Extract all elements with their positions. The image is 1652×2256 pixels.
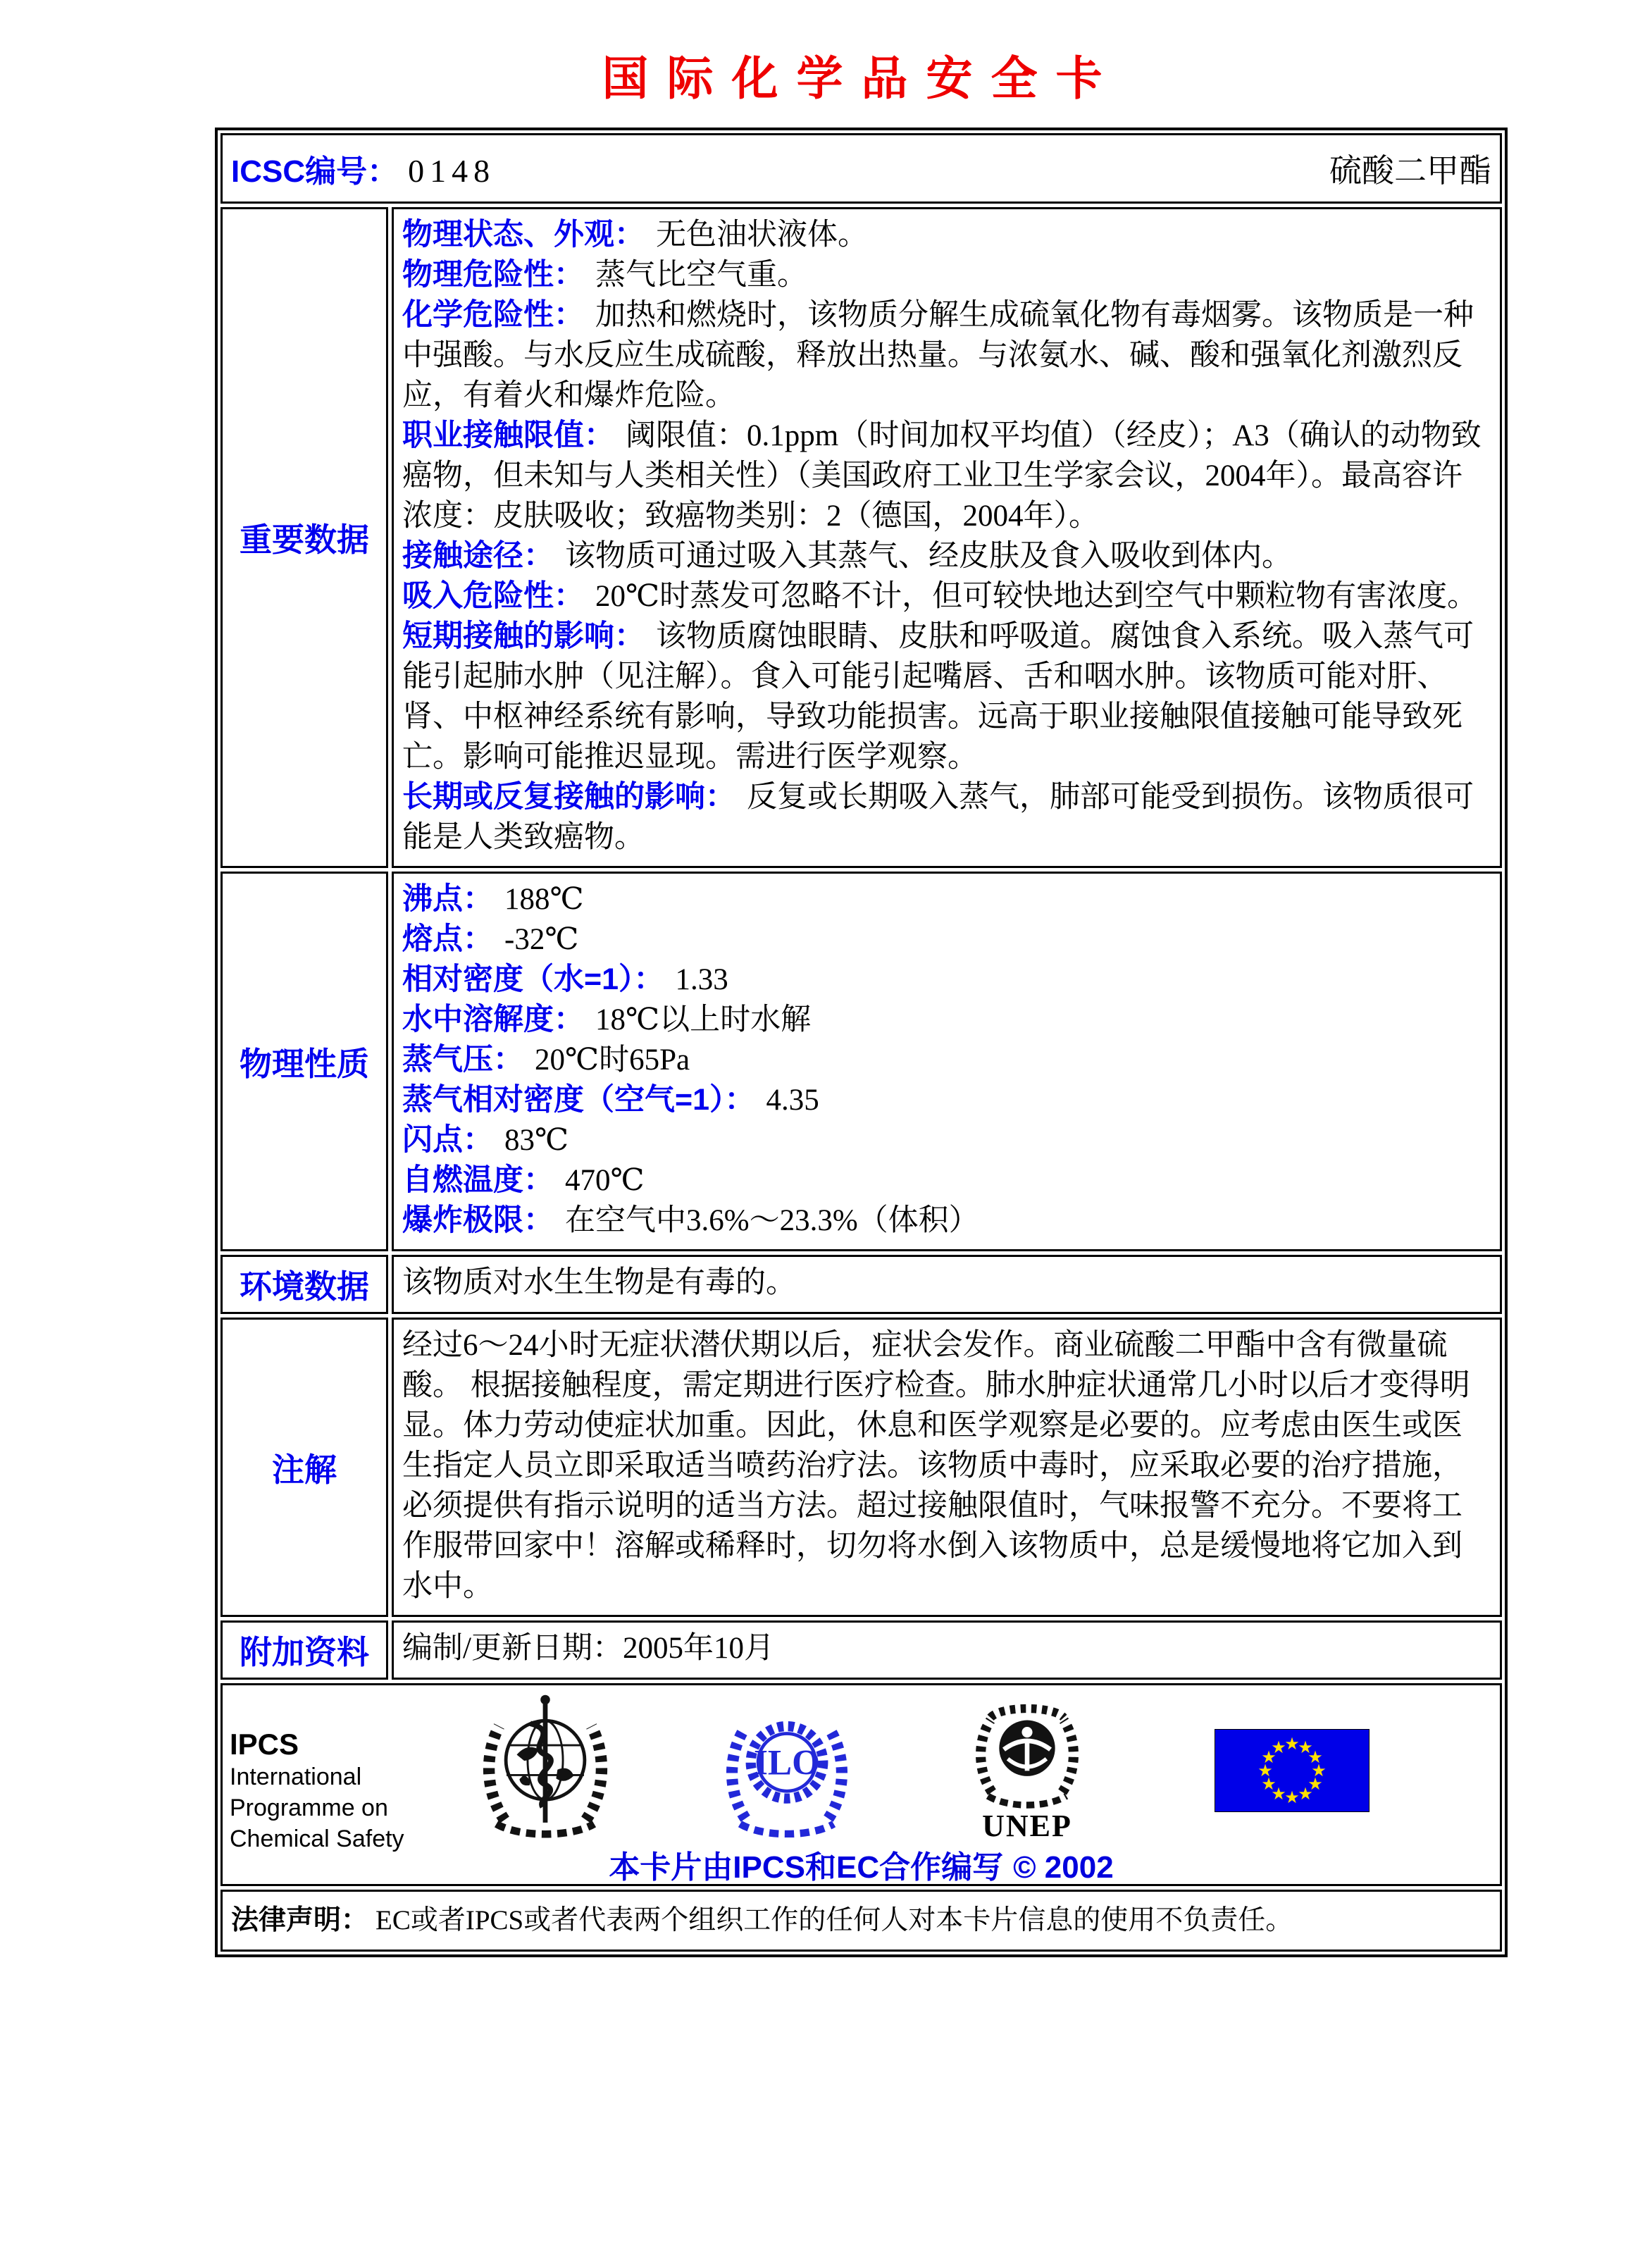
copyright-text: © 2002 [1013,1850,1114,1885]
item-heading: 短期接触的影响： [402,619,645,653]
important-data-item [402,215,1491,255]
item-heading: 闪点： [402,1123,493,1157]
header-cell [221,133,1502,204]
physical-property-item [402,1201,1491,1241]
item-text: 470℃ [565,1164,645,1197]
item-heading: 熔点： [402,922,493,956]
item-heading: 接触途径： [402,539,554,573]
item-text: 蒸气比空气重。 [595,259,807,292]
page-title: 国际化学品安全卡 [602,51,1121,106]
chemical-name: 硫酸二甲酯 [1329,153,1491,189]
legal-row [221,1890,1502,1952]
ipcs-line: Chemical Safety [230,1826,404,1852]
ilo-logo-text: ILO [753,1742,821,1783]
ipcs-logo-block [230,1728,404,1854]
physical-properties-row [221,872,1502,1251]
svg-text:★: ★ [1298,1737,1313,1757]
physical-property-item [402,1080,1491,1120]
unep-logo-text: UNEP [982,1809,1072,1843]
section-content-additional-info [392,1620,1502,1680]
item-text: 在空气中3.6%～23.3%（体积） [565,1204,979,1237]
section-label-text: 物理性质 [240,1045,369,1082]
svg-text:★: ★ [1261,1774,1277,1794]
who-logo-icon [476,1690,614,1839]
item-text: 20℃时蒸发可忽略不计，但可较快地达到空气中颗粒物有害浓度。 [595,580,1478,613]
caption-text: 本卡片由IPCS和EC合作编写 [609,1850,1004,1885]
item-text: 无色油状液体。 [656,218,868,252]
logos-row [221,1683,1502,1886]
item-text: 1.33 [675,963,728,996]
section-label-text: 注解 [272,1451,337,1488]
important-data-item [402,576,1491,616]
important-data-item [402,295,1491,416]
icsc-number-group [231,146,495,191]
item-text: 阈限值：0.1ppm（时间加权平均值）（经皮）；A3（确认的动物致癌物，但未知与人类相关性）（美国政府工业卫生学家会议，2004年）。最高容许浓度：皮肤吸收；致癌物类别：2（德国，2004年）。 [402,419,1482,533]
eu-flag-icon [1215,1729,1370,1812]
important-data-item [402,416,1491,536]
svg-text:★: ★ [1257,1761,1273,1780]
section-label-important-data [221,207,388,868]
item-heading: 蒸气压： [402,1043,523,1077]
svg-text:★: ★ [1284,1787,1300,1807]
notes-row [221,1318,1502,1617]
important-data-item [402,616,1491,777]
svg-text:★: ★ [1308,1747,1323,1767]
additional-info-text: 编制/更新日期：2005年10月 [402,1632,774,1665]
svg-text:★: ★ [1308,1774,1323,1794]
physical-property-item [402,960,1491,1000]
physical-property-item [402,1120,1491,1160]
section-label-text: 附加资料 [240,1634,369,1671]
environmental-data-row [221,1255,1502,1314]
important-data-row [221,207,1502,868]
important-data-item [402,255,1491,295]
svg-text:★: ★ [1311,1761,1327,1780]
item-text: 该物质可通过吸入其蒸气、经皮肤及食入吸收到体内。 [565,540,1292,573]
item-heading: 爆炸极限： [402,1203,554,1237]
svg-text:★: ★ [1284,1734,1300,1754]
item-text: 反复或长期吸入蒸气，肺部可能受到损伤。该物质很可能是人类致癌物。 [402,781,1474,854]
section-label-notes [221,1318,388,1617]
environmental-data-text: 该物质对水生生物是有毒的。 [402,1266,796,1299]
unep-logo-icon [969,1691,1086,1811]
item-heading: 蒸气相对密度（空气=1）： [402,1083,755,1117]
physical-property-item [402,1040,1491,1080]
item-heading: 物理危险性： [402,258,584,292]
section-content-physical-properties [392,872,1502,1251]
item-heading: 沸点： [402,882,493,916]
additional-info-row [221,1620,1502,1680]
section-label-text: 环境数据 [240,1268,369,1305]
legal-cell [221,1890,1502,1952]
legal-label: 法律声明： [231,1905,369,1935]
item-text: 4.35 [766,1084,819,1117]
unep-logo-block [964,1691,1091,1842]
svg-text:★: ★ [1261,1747,1277,1767]
cooperation-caption [223,1842,1500,1887]
item-heading: 吸入危险性： [402,579,584,613]
ipcs-line: Programme on [230,1795,388,1821]
icsc-card-table [215,128,1508,1957]
section-label-additional-info [221,1620,388,1680]
icsc-number-label: ICSC编号： [231,154,399,189]
physical-property-item [402,1160,1491,1201]
item-text: 188℃ [504,883,584,916]
item-text: -32℃ [504,923,579,956]
item-text: 83℃ [504,1124,569,1157]
section-label-text: 重要数据 [240,521,369,558]
svg-text:★: ★ [1271,1737,1286,1757]
item-text: 18℃以上时水解 [595,1003,812,1036]
item-heading: 自燃温度： [402,1163,554,1197]
header-row [221,133,1502,204]
section-label-environmental-data [221,1255,388,1314]
ipcs-line: International [230,1764,362,1790]
item-text: 20℃时65Pa [535,1043,690,1077]
item-text: 加热和燃烧时，该物质分解生成硫氧化物有毒烟雾。该物质是一种中强酸。与水反应生成硫酸，释放出热量。与浓氨水、碱、酸和强氧化剂激烈反应，有着火和爆炸危险。 [402,299,1474,412]
notes-text: 经过6～24小时无症状潜伏期以后，症状会发作。商业硫酸二甲酯中含有微量硫酸。 根据接触程度，需定期进行医疗检查。肺水肿症状通常几小时以后才变得明显。体力劳动使症状加重。因此，休息和医学观察是必要的。应考虑由医生或医生指定人员立即采取适当喷药治疗法。该物质中毒时，应采取必要的治疗措施，必须提供有指示说明的适当方法。超过接触限值时，气味报警不充分。不要将工作服带回家中！溶解或稀释时，切勿将水倒入该物质中，总是缓慢地将它加入到水中。 [402,1329,1470,1603]
important-data-item [402,536,1491,576]
section-content-notes [392,1318,1502,1617]
item-heading: 长期或反复接触的影响： [402,780,735,814]
important-data-item [402,777,1491,857]
icsc-number-value: 0148 [408,153,496,189]
item-heading: 水中溶解度： [402,1003,584,1036]
physical-property-item [402,1000,1491,1040]
physical-property-item [402,919,1491,960]
svg-text:★: ★ [1271,1784,1286,1804]
section-content-environmental-data [392,1255,1502,1314]
item-heading: 物理状态、外观： [402,218,645,252]
legal-text: EC或者IPCS或者代表两个组织工作的任何人对本卡片信息的使用不负责任。 [375,1905,1293,1935]
logos-cell [221,1683,1502,1886]
ipcs-acronym: IPCS [230,1728,299,1761]
item-text: 该物质腐蚀眼睛、皮肤和呼吸道。腐蚀食入系统。吸入蒸气可能引起肺水肿（见注解）。食入可能引起嘴唇、舌和咽水肿。该物质可能对肝、肾、中枢神经系统有影响，导致功能损害。远高于职业接触限值接触可能导致死亡。影响可能推迟显现。需进行医学观察。 [402,620,1474,774]
ilo-logo-icon [720,1697,854,1837]
svg-text:★: ★ [1298,1784,1313,1804]
item-heading: 化学危险性： [402,298,584,332]
item-heading: 相对密度（水=1）： [402,962,664,996]
physical-property-item [402,879,1491,919]
item-heading: 职业接触限值： [402,419,614,452]
section-label-physical-properties [221,872,388,1251]
section-content-important-data [392,207,1502,868]
